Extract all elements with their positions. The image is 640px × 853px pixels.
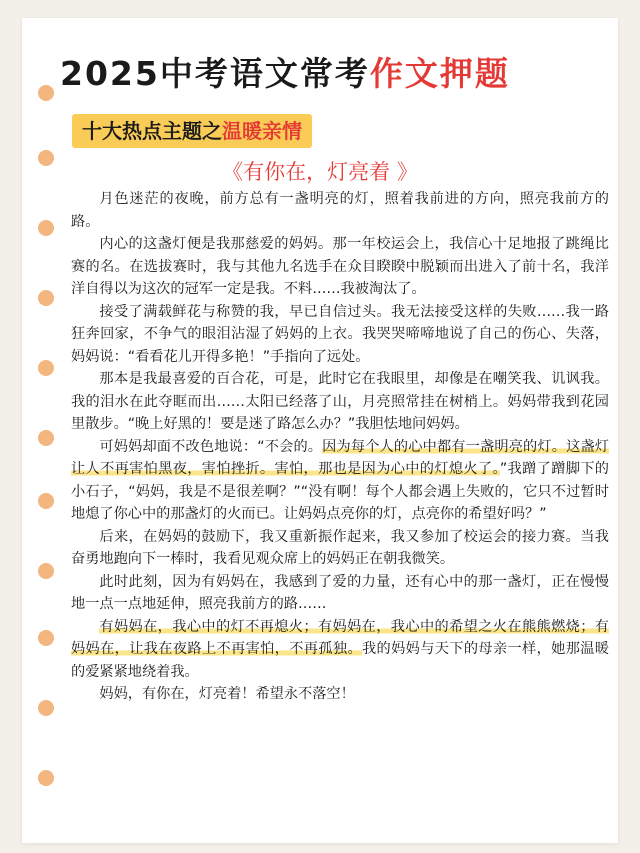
paragraph-text: 我的妈妈与天下的母亲一样，她那温暖的爱紧紧地绕着我。: [71, 641, 609, 680]
paragraph-text: ”我蹭了蹭脚下的小石子，“妈妈，我是不是很差啊？”“没有啊！每个人都会遇上失败的，它只不过暂时地熄了你心中的那盏灯的火而已。让妈妈点亮你的灯，点亮你的希望好吗？”: [71, 461, 609, 522]
page-title: [60, 48, 600, 95]
binder-hole: [38, 360, 54, 376]
page-title-accent: 作文押题: [369, 54, 510, 93]
highlighted-sentence: 有妈妈在，我心中的灯不再熄火；有妈妈在，我心中的希望之火在熊熊燃烧；有妈妈在，让我在夜路上不再害怕，不再孤独。: [71, 618, 609, 657]
binder-hole: [38, 430, 54, 446]
essay-paragraph: 妈妈，有你在，灯亮着！希望永不落空！: [99, 686, 355, 702]
binder-hole: [38, 700, 54, 716]
theme-banner-prefix: 十大热点主题之: [82, 119, 222, 143]
binder-hole: [38, 290, 54, 306]
essay-paragraph: [71, 616, 609, 684]
theme-banner-accent: 温暖亲情: [222, 119, 302, 143]
essay-title: 《有你在，灯亮着 》: [222, 160, 418, 184]
page-title-main: 2025中考语文常考: [60, 54, 370, 93]
highlighted-sentence: 因为每个人的心中都有一盏明亮的灯。这盏灯让人不再害怕黑夜，害怕挫折。害怕，那也是因为心中的灯熄火了。: [71, 438, 609, 477]
paragraph-text: 可妈妈却面不改色地说：“不会的。: [99, 438, 323, 455]
essay-paragraph: 内心的这盏灯便是我那慈爱的妈妈。那一年校运会上，我信心十足地报了跳绳比赛的名。在选拔赛时，我与其他九名选手在众目睽睽中脱颖而出进入了前十名，我洋洋自得以为这次的冠军一定是我。不料……我被淘汰了。: [71, 236, 609, 297]
theme-banner: [72, 114, 312, 148]
essay-paragraph: 此时此刻，因为有妈妈在，我感到了爱的力量，还有心中的那一盏灯，正在慢慢地一点一点地延伸，照亮我前方的路……: [71, 573, 609, 612]
binder-hole: [38, 563, 54, 579]
binder-hole: [38, 220, 54, 236]
essay-paragraph: 后来，在妈妈的鼓励下，我又重新振作起来，我又参加了校运会的接力赛。当我奋勇地跑向下一棒时，我看见观众席上的妈妈正在朝我微笑。: [71, 528, 609, 567]
binder-hole: [38, 85, 54, 101]
essay-paragraph: 那本是我最喜爱的百合花，可是，此时它在我眼里，却像是在嘲笑我、讥讽我。我的泪水在此夺眶而出……太阳已经落了山，月亮照常挂在树梢上。妈妈带我到花园里散步。“晚上好黑的！要是迷了路怎么办？”我胆怯地问妈妈。: [71, 371, 609, 432]
binder-hole: [38, 630, 54, 646]
essay-paragraph: 月色迷茫的夜晚，前方总有一盏明亮的灯，照着我前进的方向，照亮我前方的路。: [71, 191, 609, 230]
essay-body: [71, 188, 609, 706]
essay-paragraph: [71, 436, 609, 526]
binder-hole: [38, 493, 54, 509]
essay-paragraph: 接受了满载鲜花与称赞的我，早已自信过头。我无法接受这样的失败……我一路狂奔回家，不争气的眼泪沾湿了妈妈的上衣。我哭哭啼啼地说了自己的伤心、失落，妈妈说：“看看花儿开得多艳！”手指向了远处。: [71, 303, 609, 365]
binder-hole: [38, 770, 54, 786]
